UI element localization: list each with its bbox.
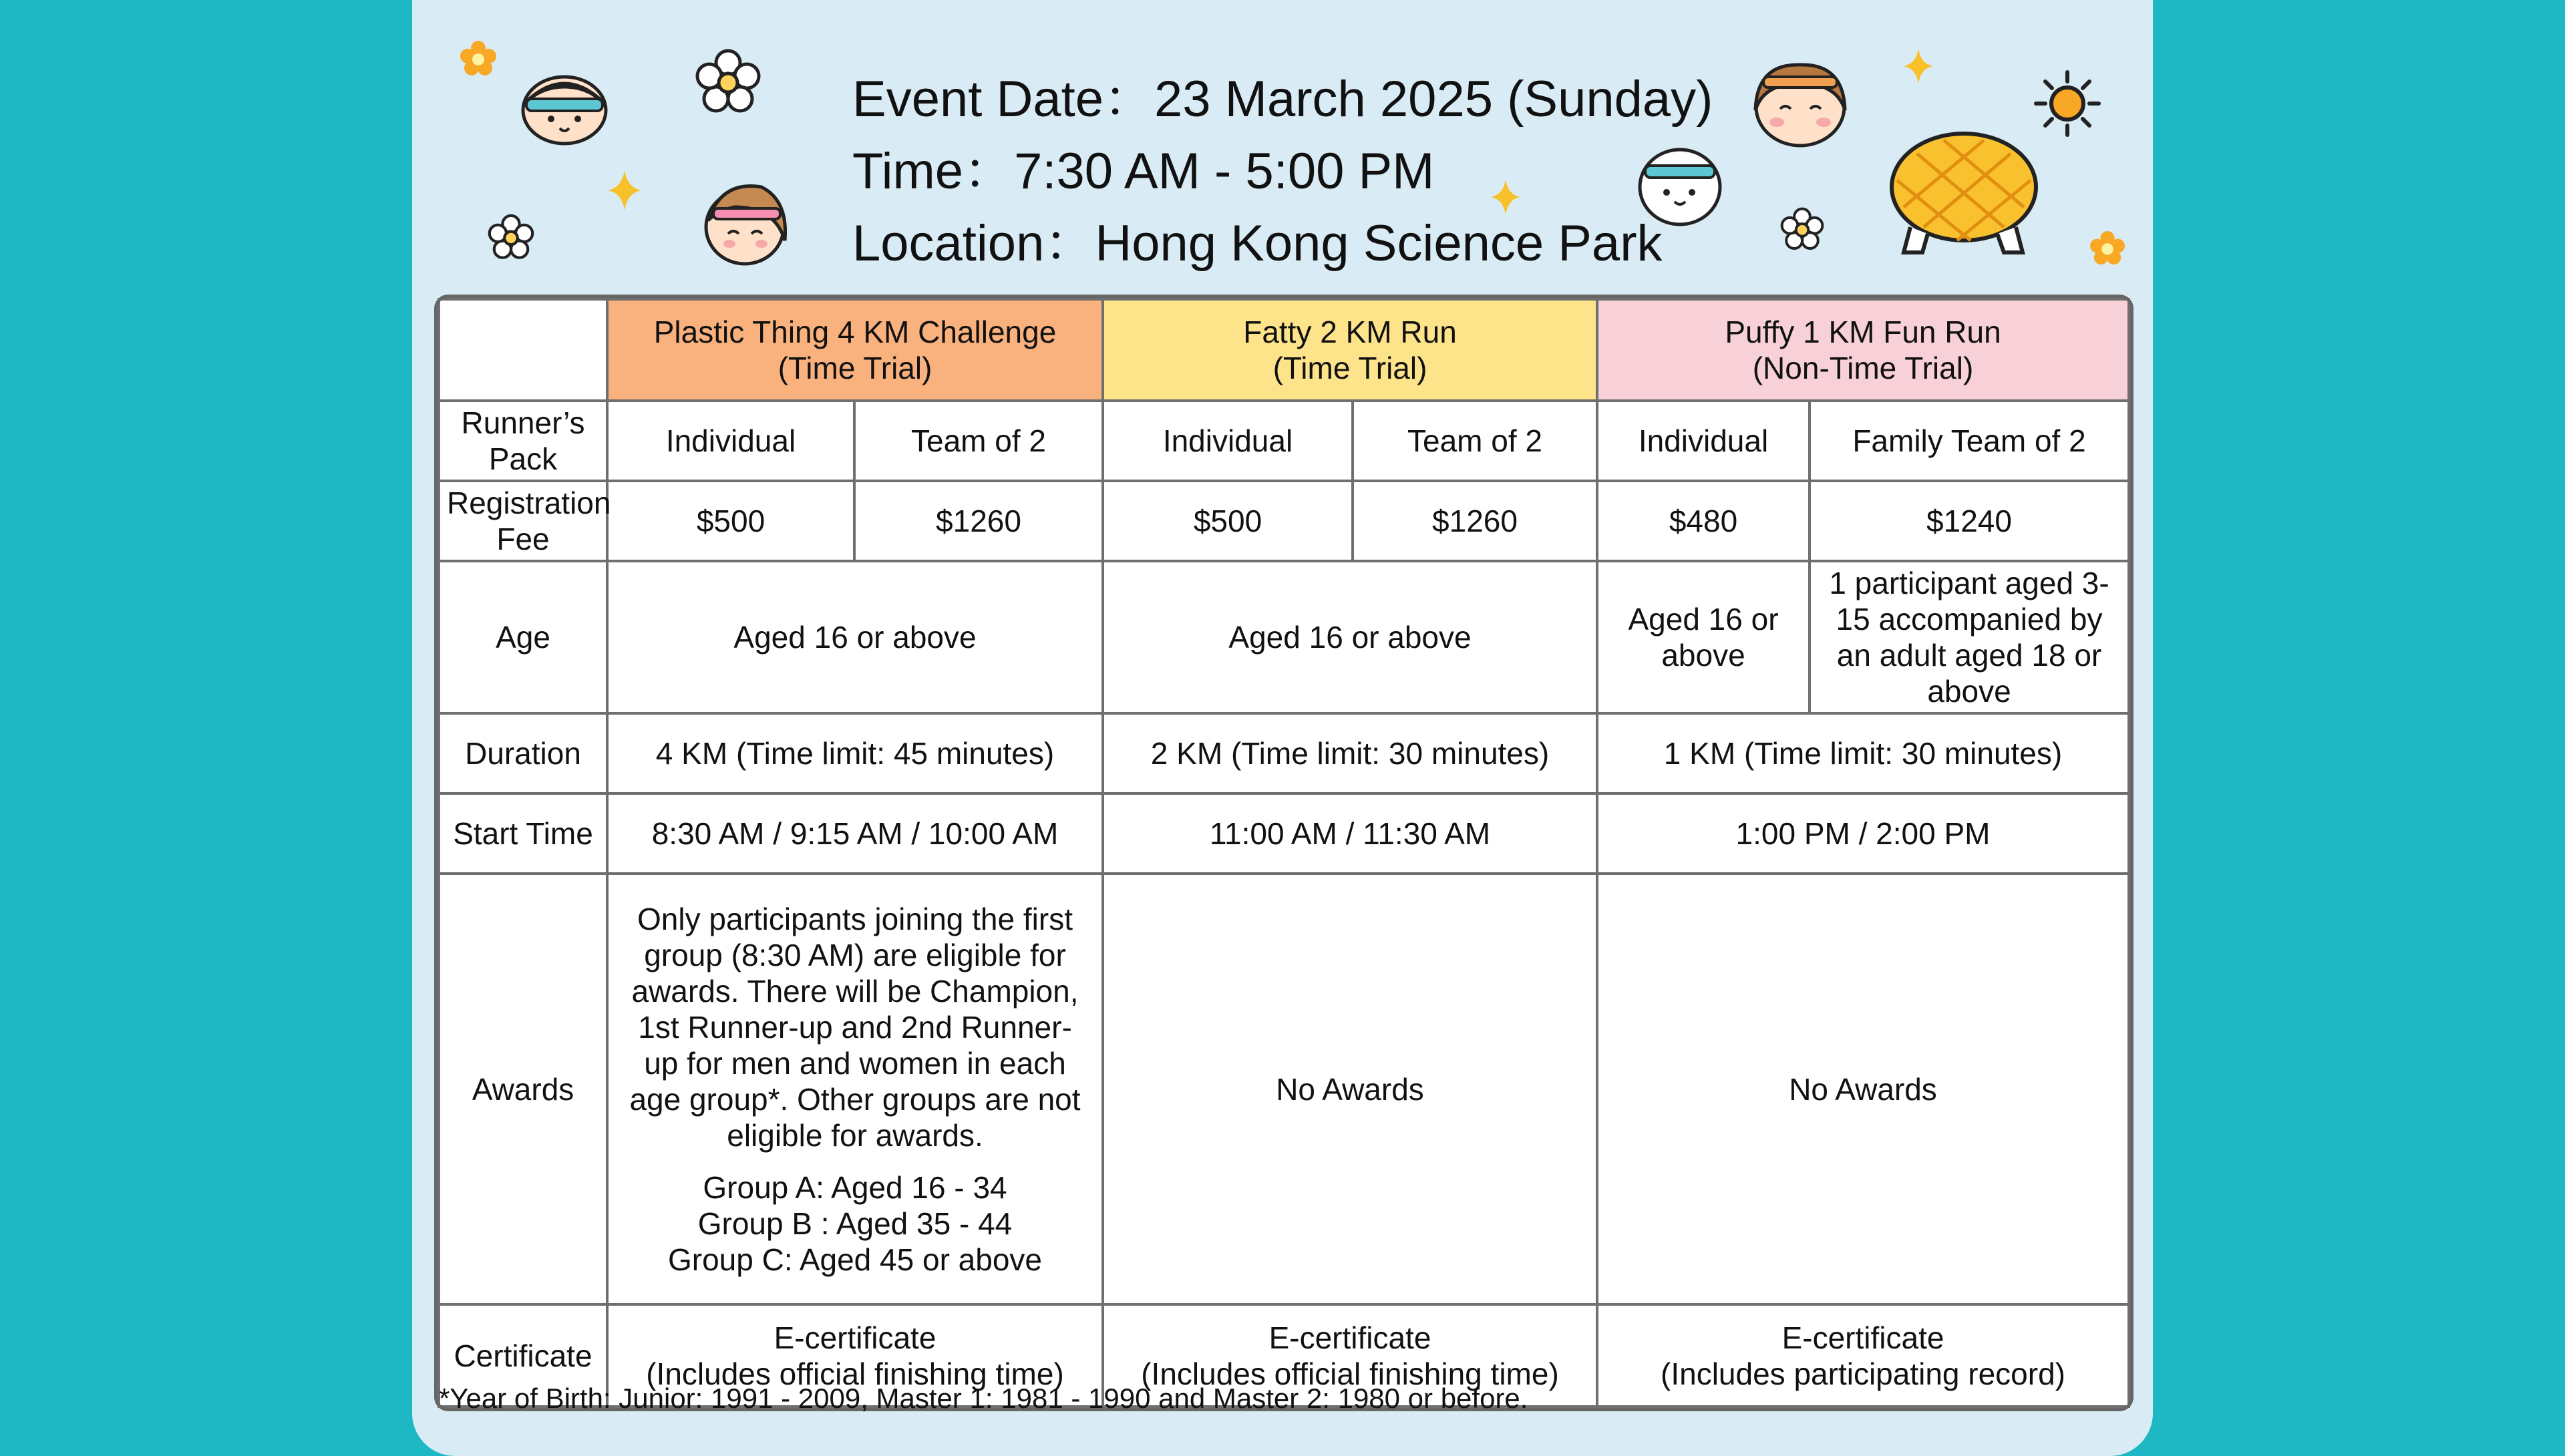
row-label: Start Time <box>439 793 607 874</box>
table-row <box>439 401 2129 481</box>
age-group-item: Group B : Aged 35 - 44 <box>697 1206 1013 1241</box>
table-cell: Family Team of 2 <box>1810 401 2129 481</box>
runner-face-icon <box>514 67 615 147</box>
flower-icon <box>460 40 497 77</box>
header-subtitle: (Non-Time Trial) <box>1752 351 1974 385</box>
row-label: Registration Fee <box>439 481 607 561</box>
header-subtitle: (Time Trial) <box>778 351 932 385</box>
table-cell: 4 KM (Time limit: 45 minutes) <box>607 713 1103 793</box>
certificate-title: E-certificate <box>1781 1320 1944 1355</box>
certificate-title: E-certificate <box>774 1320 936 1355</box>
header-run <box>1103 299 1597 401</box>
table-row <box>439 481 2129 561</box>
table-cell: $500 <box>607 481 854 561</box>
sparkle-icon <box>608 170 641 210</box>
header-title: Fatty 2 KM Run <box>1243 315 1457 349</box>
footnote: *Year of Birth: Junior: 1991 - 2009, Master 1: 1981 - 1990 and Master 2: 1980 or before. <box>439 1383 1528 1414</box>
row-label: Certificate <box>439 1304 607 1407</box>
table-row <box>439 713 2129 793</box>
runner-face-icon <box>695 174 795 274</box>
certificate-detail: (Includes official finishing time) <box>646 1356 1064 1391</box>
flower-icon <box>2089 230 2125 266</box>
table-cell: No Awards <box>1103 874 1597 1304</box>
table-cell: $1240 <box>1810 481 2129 561</box>
event-time: Time：7:30 AM - 5:00 PM <box>852 143 1435 200</box>
table-cell: 2 KM (Time limit: 30 minutes) <box>1103 713 1597 793</box>
header-title: Puffy 1 KM Fun Run <box>1725 315 2001 349</box>
table-cell: Individual <box>607 401 854 481</box>
row-label: Duration <box>439 713 607 793</box>
table-cell: $1260 <box>1353 481 1597 561</box>
table-cell: No Awards <box>1597 874 2129 1304</box>
race-schedule-table <box>438 298 2130 1408</box>
age-group-item: Group A: Aged 16 - 34 <box>703 1169 1007 1205</box>
row-label: Awards <box>439 874 607 1304</box>
table-cell: 1 participant aged 3-15 accompanied by an adult aged 18 or above <box>1810 561 2129 713</box>
flower-icon <box>488 214 534 260</box>
table-cell: $1260 <box>854 481 1103 561</box>
certificate-detail: (Includes official finishing time) <box>1141 1356 1559 1391</box>
table-cell: Aged 16 or above <box>1103 561 1597 713</box>
row-label: Age <box>439 561 607 713</box>
header-fun-run <box>1597 299 2129 401</box>
table-row <box>439 561 2129 713</box>
table-cell: 11:00 AM / 11:30 AM <box>1103 793 1597 874</box>
corner-cell <box>439 299 607 401</box>
event-info <box>852 63 1713 280</box>
certificate-title: E-certificate <box>1268 1320 1431 1355</box>
table-cell: $480 <box>1597 481 1810 561</box>
header-title: Plastic Thing 4 KM Challenge <box>653 315 1057 349</box>
header-subtitle: (Time Trial) <box>1272 351 1427 385</box>
table-row <box>439 793 2129 874</box>
table-row <box>439 874 2129 1304</box>
table-cell: Individual <box>1597 401 1810 481</box>
certificate-detail: (Includes participating record) <box>1661 1356 2065 1391</box>
table-cell: Individual <box>1103 401 1353 481</box>
table-cell: Aged 16 or above <box>607 561 1103 713</box>
table-cell: Aged 16 or above <box>1597 561 1810 713</box>
table-cell: $500 <box>1103 481 1353 561</box>
header-challenge <box>607 299 1103 401</box>
table-cell: 8:30 AM / 9:15 AM / 10:00 AM <box>607 793 1103 874</box>
runner-face-icon <box>1743 57 1857 150</box>
table-cell: Team of 2 <box>1353 401 1597 481</box>
age-groups <box>627 1169 1083 1278</box>
table-cell: 1 KM (Time limit: 30 minutes) <box>1597 713 2129 793</box>
sparkle-icon <box>1904 48 1933 84</box>
flower-icon <box>695 48 761 115</box>
awards-text: Only participants joining the first group (8:30 AM) are eligible for awards. There will be Champion, 1st Runner-up and 2nd Runner-up for men and women in each age group*. Other groups are not eligible for awards. <box>629 901 1081 1153</box>
awards-cell-challenge <box>607 874 1103 1304</box>
flower-icon <box>1780 207 1824 251</box>
table-header-row <box>439 299 2129 401</box>
sun-icon <box>2031 67 2104 140</box>
event-date: Event Date：23 March 2025 (Sunday) <box>852 71 1713 128</box>
table-cell: Team of 2 <box>854 401 1103 481</box>
event-location: Location：Hong Kong Science Park <box>852 215 1663 272</box>
table-cell: 1:00 PM / 2:00 PM <box>1597 793 2129 874</box>
pineapple-bun-icon <box>1884 127 2044 260</box>
row-label: Runner’s Pack <box>439 401 607 481</box>
age-group-item: Group C: Aged 45 or above <box>667 1242 1043 1277</box>
certificate-cell <box>1597 1304 2129 1407</box>
